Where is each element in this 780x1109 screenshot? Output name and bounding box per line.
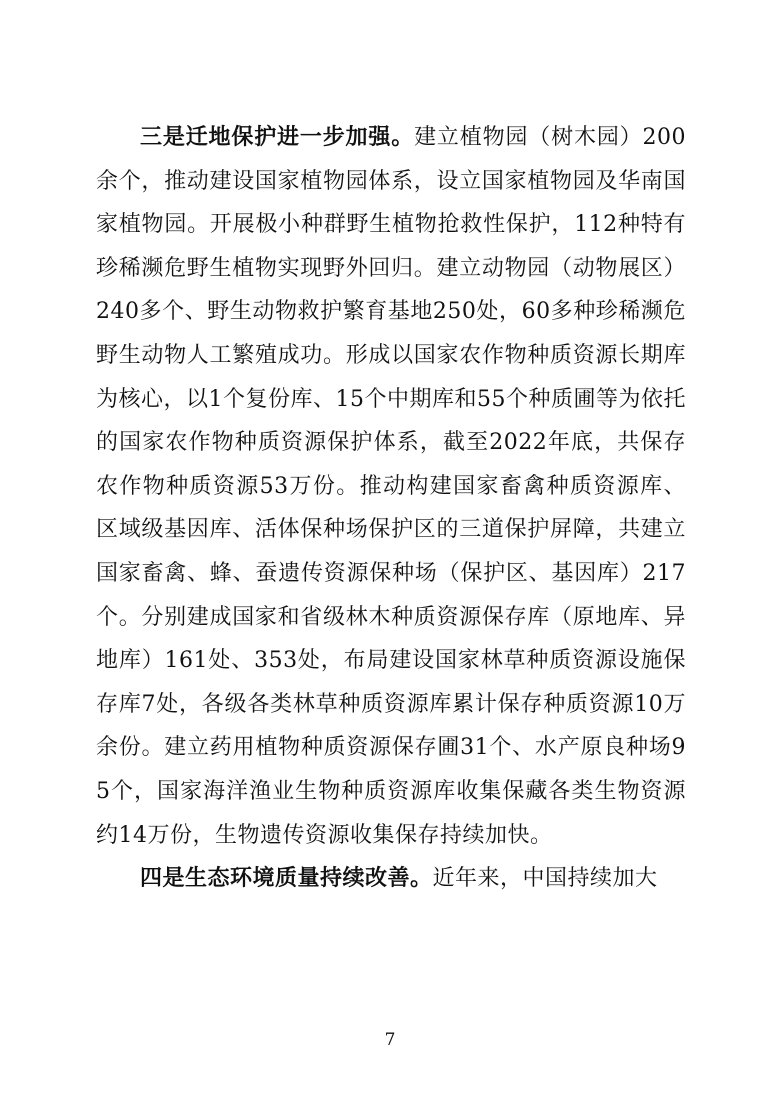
paragraph-text: 建立植物园（树木园）200余个，推动建设国家植物园体系，设立国家植物园及华南国家植物园。开展极小种群野生植物抢救性保护，112种特有珍稀濒危野生植物实现野外回归。建立动物园（动物展区）240多个、野生动物救护繁育基地250处，60多种珍稀濒危野生动物人工繁殖成功。形成以国家农作物种质资源长期库为核心，以1个复份库、15个中期库和55个种质圃等为依托的国家农作物种质资源保护体系，截至2022年底，共保存农作物种质资源53万份。推动构建国家畜禽种质资源库、区域级基因库、活体保种场保护区的三道保护屏障，共建立国家畜禽、蜂、蚕遗传资源保种场（保护区、基因库）217个。分别建成国家和省级林木种质资源保存库（原地库、异地库）161处、353处，布局建设国家林草种质资源设施保存库7处，各级各类林草种质资源库累计保存种质资源10万余份。建立药用植物种质资源保存圃31个、水产原良种场95个，国家海洋渔业生物种质资源库收集保藏各类生物资源约14万份，生物遗传资源收集保存持续加快。 <box>96 125 686 848</box>
document-body <box>96 116 686 901</box>
paragraph-environment-quality <box>96 857 686 901</box>
paragraph-lead: 三是迁地保护进一步加强。 <box>140 124 415 150</box>
paragraph-lead: 四是生态环境质量持续改善。 <box>140 865 433 892</box>
page-number: 7 <box>384 1030 396 1050</box>
paragraph-text: 近年来，中国持续加大 <box>432 866 658 892</box>
paragraph-ex-situ-conservation <box>96 116 686 857</box>
